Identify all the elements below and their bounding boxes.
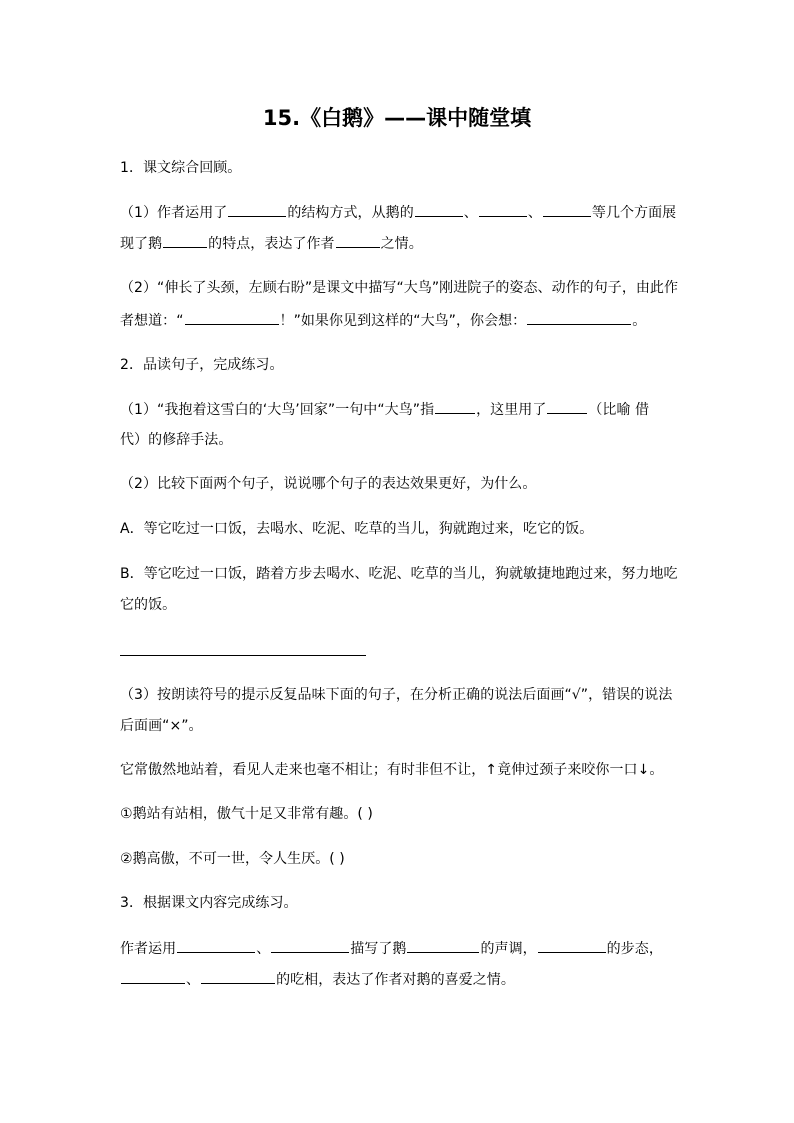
q1-part1-line2: 现了鹅 的特点，表达了作者 之情。 xyxy=(120,233,680,254)
blank-aspect-1[interactable] xyxy=(415,202,463,217)
q1-part1-line1: （1）作者运用了 的结构方式，从鹅的 、 、 等几个方面展 xyxy=(120,202,680,223)
q3-line2: 、 的吃相，表达了作者对鹅的喜爱之情。 xyxy=(120,969,680,990)
blank-tone[interactable] xyxy=(407,938,479,953)
q3-line1: 作者运用 、 描写了鹅 的声调， 的步态， xyxy=(120,938,680,959)
q2-judgement-1[interactable]: ①鹅站有站相，傲气十足又非常有趣。( ) xyxy=(120,806,373,822)
blank-your-thought[interactable] xyxy=(527,310,631,325)
q2-option-b-line2: 它的饭。 xyxy=(120,597,177,613)
blank-aspect-3[interactable] xyxy=(543,202,591,217)
q1-heading: 1．课文综合回顾。 xyxy=(120,160,242,176)
q2-option-a: A．等它吃过一口饭，去喝水、吃泥、吃草的当儿，狗就跑过来，吃它的饭。 xyxy=(120,521,594,537)
blank-aspect-2[interactable] xyxy=(479,202,527,217)
blank-structure[interactable] xyxy=(228,202,286,217)
blank-eating-1[interactable] xyxy=(121,969,185,984)
blank-method-2[interactable] xyxy=(271,938,349,953)
blank-gait[interactable] xyxy=(538,938,606,953)
q2-part2: （2）比较下面两个句子，说说哪个句子的表达效果更好，为什么。 xyxy=(120,476,537,492)
q1-part2-line2: 者想道：“ ！”如果你见到这样的“大鸟”，你会想： 。 xyxy=(120,310,680,331)
q1-part2-line1: （2）“伸长了头颈，左顾右盼”是课文中描写“大鸟”刚进院子的姿态、动作的句子，由此作 xyxy=(120,280,679,296)
blank-big-bird-meaning[interactable] xyxy=(435,399,475,414)
q2-reading-sentence: 它常傲然地站着，看见人走来也毫不相让；有时非但不让，↑竟伸过颈子来咬你一口↓。 xyxy=(120,762,664,778)
q2-judgement-2[interactable]: ②鹅高傲，不可一世，令人生厌。( ) xyxy=(120,851,345,867)
q2-part3-line1: （3）按朗读符号的提示反复品味下面的句子，在分析正确的说法后面画“√”，错误的说法 xyxy=(120,687,673,703)
q2-part3-line2: 后面画“×”。 xyxy=(120,718,203,734)
answer-line[interactable] xyxy=(120,655,366,656)
blank-trait[interactable] xyxy=(163,233,207,248)
blank-eating-2[interactable] xyxy=(201,969,275,984)
blank-rhetoric[interactable] xyxy=(547,399,587,414)
blank-emotion[interactable] xyxy=(336,233,380,248)
q2-part1-line1: （1）“我抱着这雪白的‘大鸟’回家”一句中“大鸟”指 ，这里用了 （比喻 借 xyxy=(120,399,680,420)
q2-part1-line2: 代）的修辞手法。 xyxy=(120,432,233,448)
q2-option-b-line1: B．等它吃过一口饭，踏着方步去喝水、吃泥、吃草的当儿，狗就敏捷地跑过来，努力地吃 xyxy=(120,566,678,582)
q2-heading: 2．品读句子，完成练习。 xyxy=(120,357,284,373)
q3-heading: 3．根据课文内容完成练习。 xyxy=(120,895,298,911)
blank-method-1[interactable] xyxy=(177,938,255,953)
page-title: 15.《白鹅》——课中随堂填 xyxy=(262,106,532,130)
blank-author-thought[interactable] xyxy=(185,310,279,325)
